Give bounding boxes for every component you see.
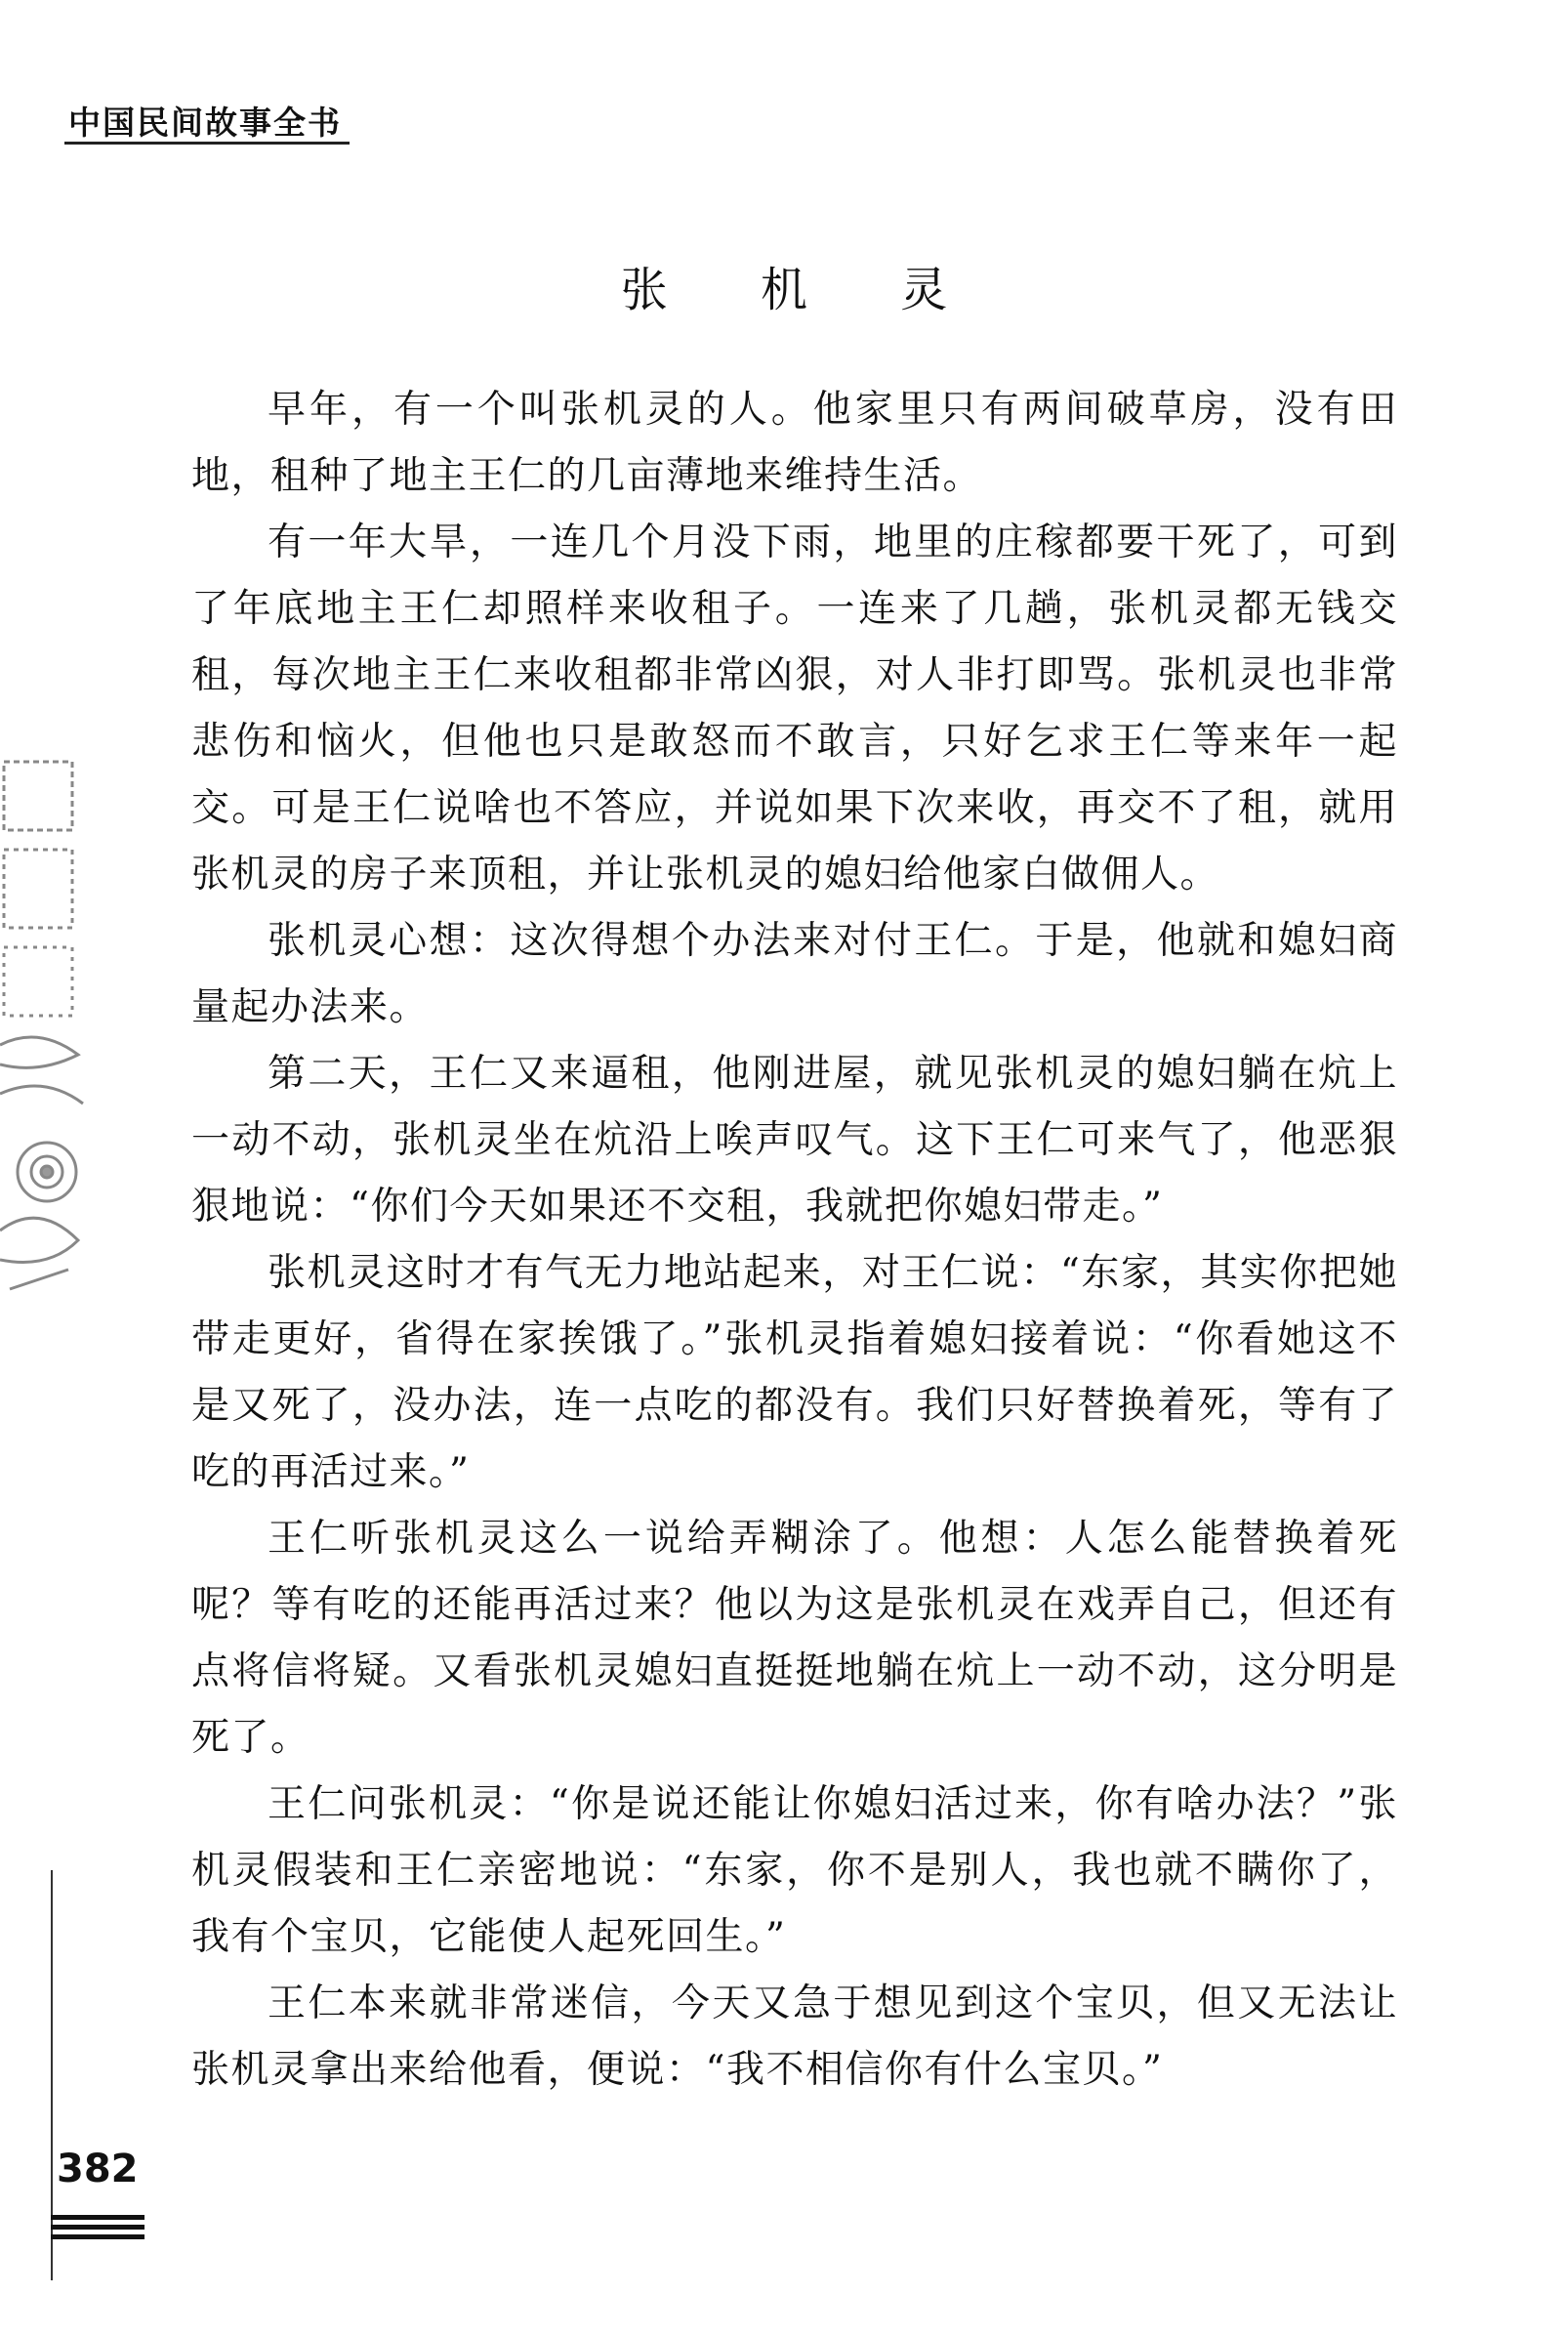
paragraph: 有一年大旱，一连几个月没下雨，地里的庄稼都要干死了，可到了年底地主王仁却照样来收租子。一连来了几趟，张机灵都无钱交租，每次地主王仁来收租都非常凶狠，对人非打即骂。张机灵也非常悲伤和恼火，但他也只是敢怒而不敢言，只好乞求王仁等来年一起交。可是王仁说啥也不答应，并说如果下次来收，再交不了租，就用张机灵的房子来顶租，并让张机灵的媳妇给他家白做佣人。: [191, 521, 1398, 897]
margin-ornament-icon: [0, 742, 88, 1309]
story-title: 张 机 灵: [620, 263, 987, 317]
paragraph: 早年，有一个叫张机灵的人。他家里只有两间破草房，没有田地，租种了地主王仁的几亩薄地来维持生活。: [191, 388, 1398, 498]
paragraph: 王仁听张机灵这么一说给弄糊涂了。他想：人怎么能替换着死呢？等有吃的还能再活过来？他以为这是张机灵在戏弄自己，但还有点将信将疑。又看张机灵媳妇直挺挺地躺在炕上一动不动，这分明是死了。: [191, 1517, 1398, 1760]
paragraph: 张机灵这时才有气无力地站起来，对王仁说：“东家，其实你把她带走更好，省得在家挨饿了。”张机灵指着媳妇接着说：“你看她这不是又死了，没办法，连一点吃的都没有。我们只好替换着死，等有了吃的再活过来。”: [191, 1251, 1398, 1494]
folio-bar: [51, 2215, 144, 2220]
paragraph: 张机灵心想：这次得想个办法来对付王仁。于是，他就和媳妇商量起办法来。: [191, 919, 1398, 1029]
folio-bar: [51, 2234, 144, 2239]
paragraph: 第二天，王仁又来逼租，他刚进屋，就见张机灵的媳妇躺在炕上一动不动，张机灵坐在炕沿上唉声叹气。这下王仁可来气了，他恶狠狠地说：“你们今天如果还不交租，我就把你媳妇带走。”: [191, 1052, 1398, 1229]
page-number: 382: [57, 2147, 139, 2191]
running-head-rule: [64, 142, 350, 145]
paragraph: 王仁本来就非常迷信，今天又急于想见到这个宝贝，但又无法让张机灵拿出来给他看，便说：“我不相信你有什么宝贝。”: [191, 1981, 1398, 2092]
folio-bars: [51, 2215, 144, 2244]
story-body: [191, 377, 1398, 2104]
paragraph: 王仁问张机灵：“你是说还能让你媳妇活过来，你有啥办法？”张机灵假装和王仁亲密地说：“东家，你不是别人，我也就不瞒你了，我有个宝贝，它能使人起死回生。”: [191, 1782, 1398, 1959]
folio-bar: [51, 2225, 144, 2230]
running-head: 中国民间故事全书: [68, 104, 342, 142]
